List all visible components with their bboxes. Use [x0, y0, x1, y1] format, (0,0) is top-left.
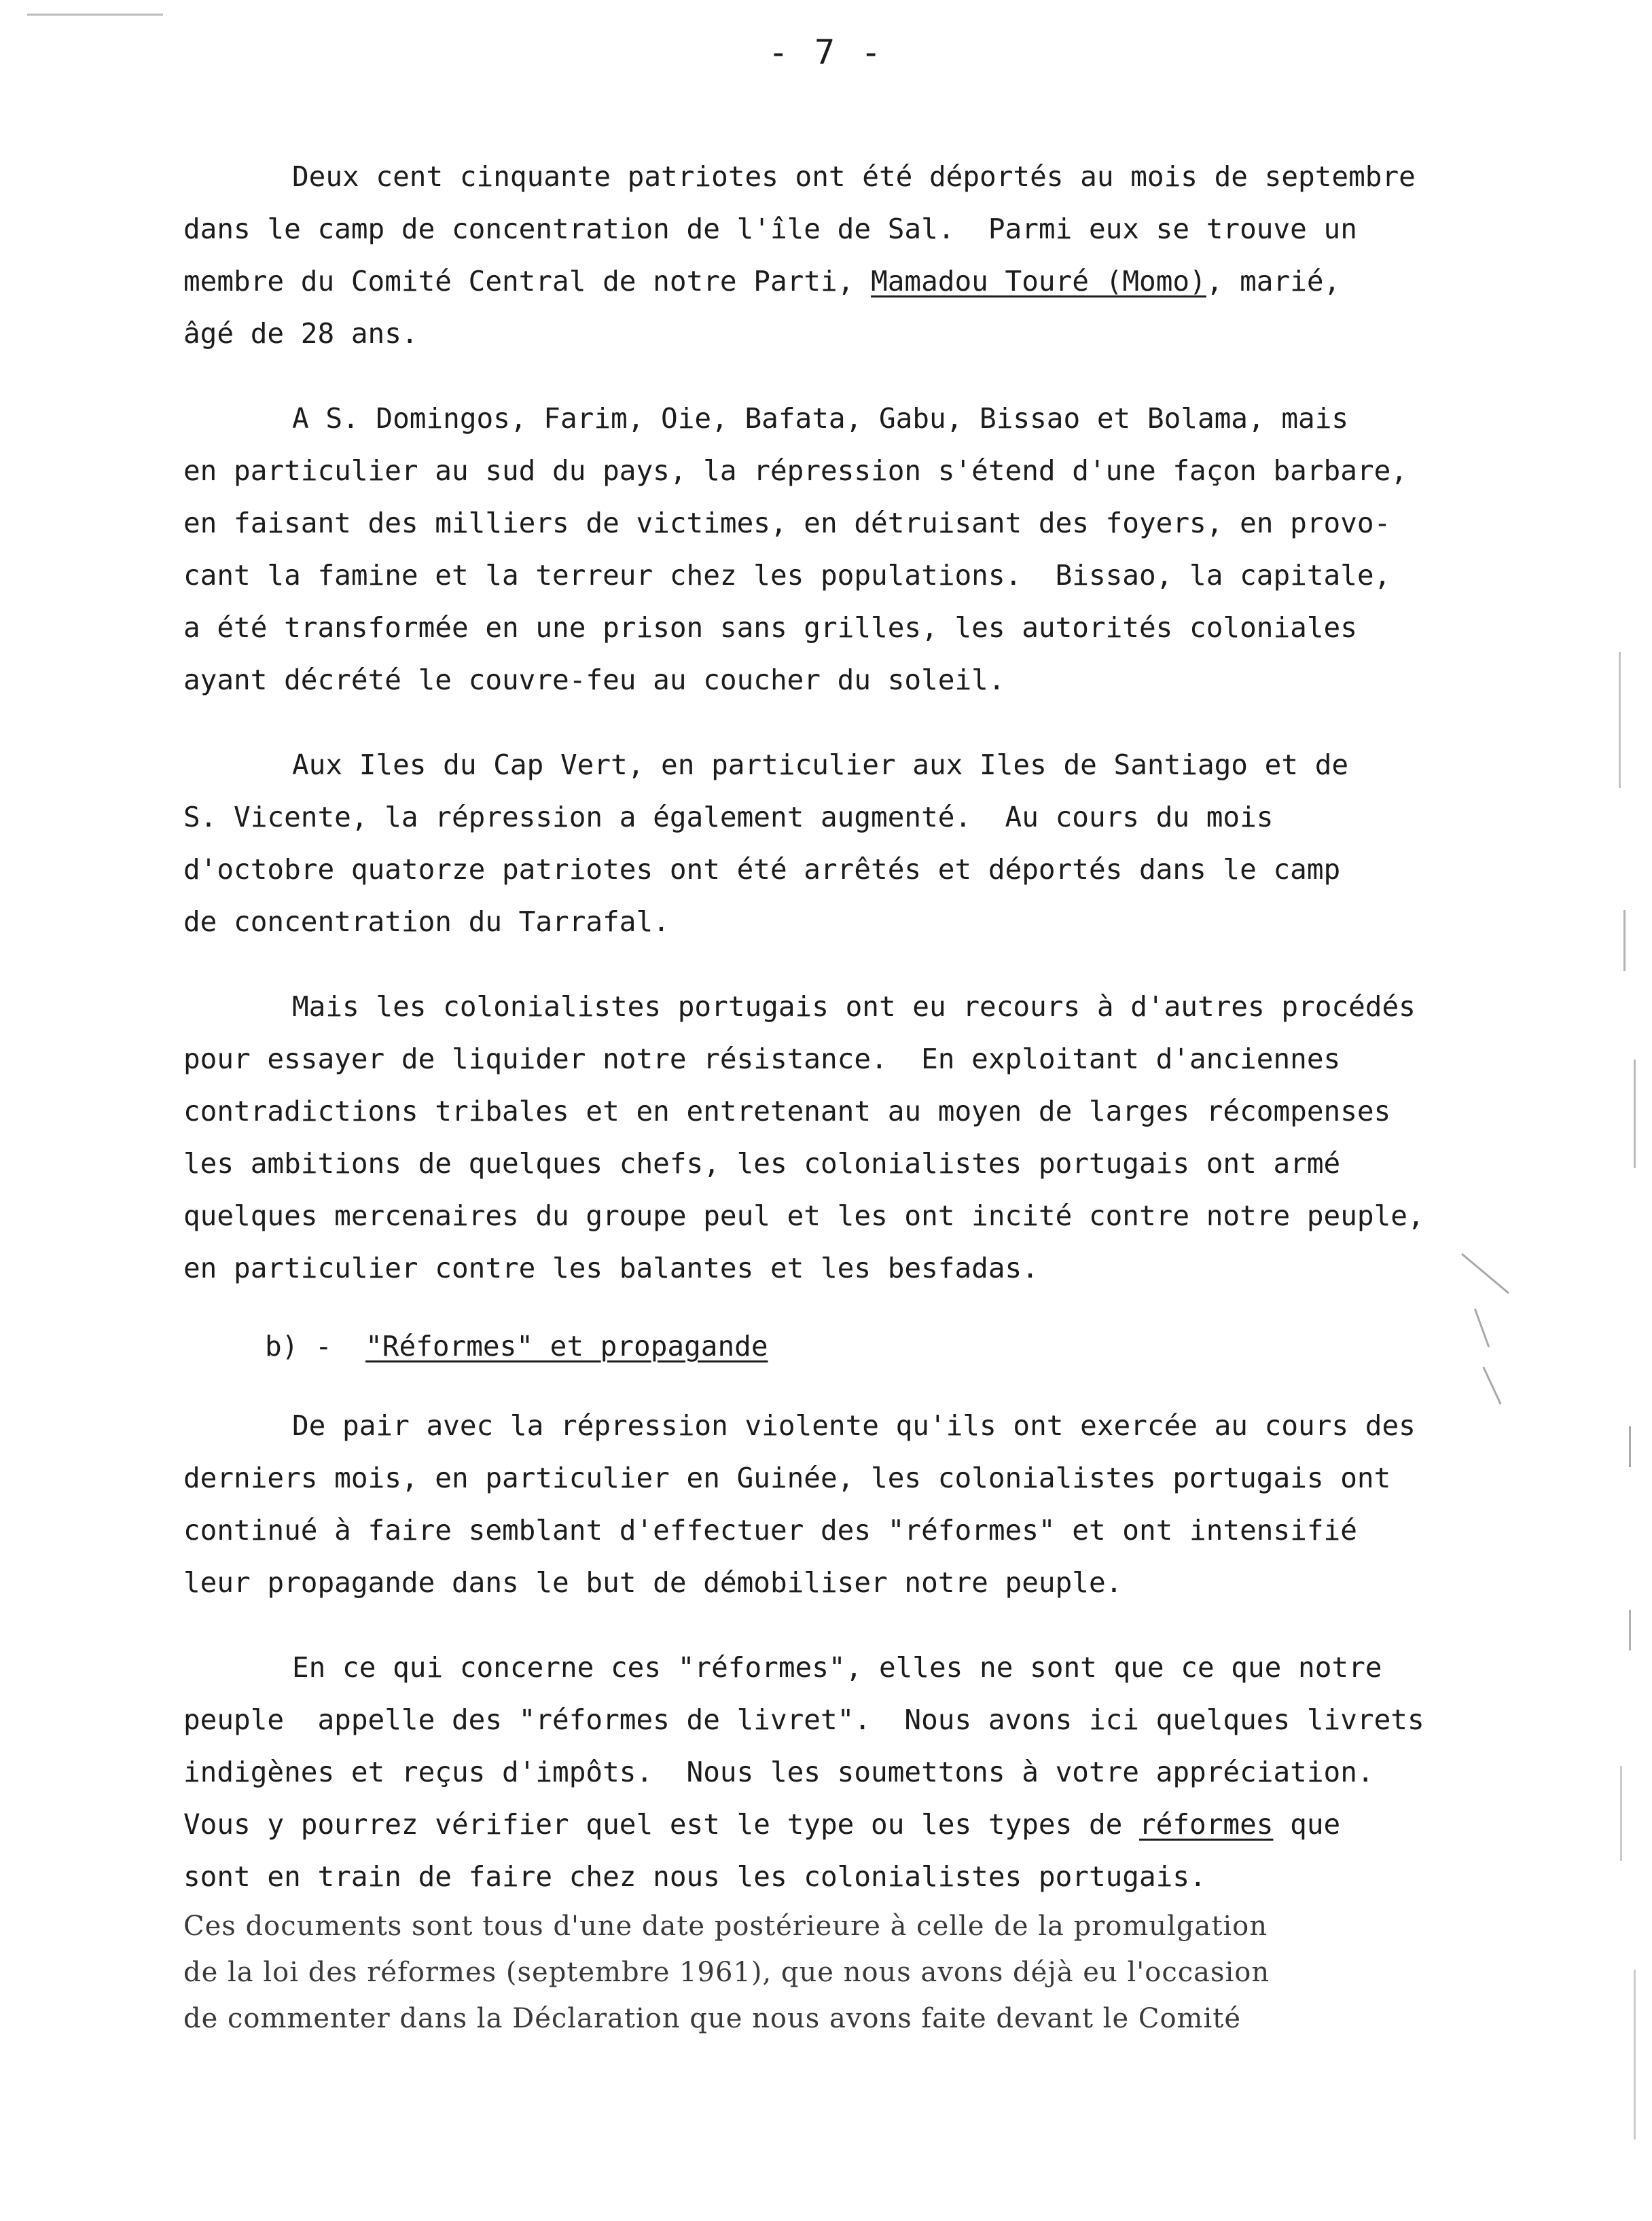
text-line: leur propagande dans le but de démobiliser notre peuple. — [183, 1566, 1123, 1599]
text-line: derniers mois, en particulier en Guinée, les colonialistes portugais ont — [183, 1462, 1391, 1494]
paragraph-2 — [183, 393, 1474, 706]
scan-artifact — [1619, 652, 1621, 788]
text-line: A S. Domingos, Farim, Oie, Bafata, Gabu, Bissao et Bolama, mais — [292, 402, 1349, 435]
scan-artifact — [27, 14, 163, 16]
text-line: dans le camp de concentration de l'île de Sal. Parmi eux se trouve un — [183, 213, 1357, 245]
text-line: a été transformée en une prison sans grilles, les autorités coloniales — [183, 611, 1357, 644]
faint-text-line: Ces documents sont tous d'une date postérieure à celle de la promulgation — [183, 1911, 1268, 1942]
faint-text-line: de la loi des réformes (septembre 1961), que nous avons déjà eu l'occasion — [183, 1957, 1270, 1988]
scan-artifact — [1634, 1060, 1636, 1168]
text-line: indigènes et reçus d'impôts. Nous les soumettons à votre appréciation. — [183, 1756, 1374, 1788]
paragraph-3 — [183, 739, 1474, 948]
scan-artifact — [1474, 1308, 1490, 1347]
text-line: quelques mercenaires du groupe peul et les ont incité contre notre peuple, — [183, 1199, 1424, 1232]
text-line: En ce qui concerne ces "réformes", elles ne sont que ce que notre — [292, 1651, 1382, 1684]
paragraph-1 — [183, 151, 1474, 360]
scan-artifact — [1482, 1367, 1501, 1405]
text-line: Mais les colonialistes portugais ont eu recours à d'autres procédés — [292, 990, 1416, 1023]
text-line: peuple appelle des "réformes de livret". Nous avons ici quelques livrets — [183, 1703, 1424, 1736]
heading-prefix: b) - — [265, 1330, 366, 1362]
section-heading — [183, 1320, 1474, 1373]
text-segment: Vous y pourrez vérifier quel est le type ou les types de — [183, 1808, 1139, 1841]
paragraph-5 — [183, 1400, 1474, 1609]
text-line: en particulier contre les balantes et les besfadas. — [183, 1252, 1039, 1284]
heading-title: "Réformes" et propagande — [365, 1330, 768, 1362]
text-line: en particulier au sud du pays, la répression s'étend d'une façon barbare, — [183, 454, 1407, 487]
text-line: âgé de 28 ans. — [183, 317, 418, 350]
text-line: Deux cent cinquante patriotes ont été déportés au mois de septembre — [292, 160, 1416, 193]
text-line: S. Vicente, la répression a également augmenté. Au cours du mois — [183, 801, 1274, 833]
text-segment: membre du Comité Central de notre Parti, — [183, 265, 872, 297]
scan-artifact — [1629, 1426, 1631, 1467]
page-number: - 7 - — [768, 33, 884, 72]
scan-artifact — [1629, 1610, 1631, 1650]
underlined-name: Mamadou Touré (Momo) — [871, 265, 1206, 297]
text-line: Aux Iles du Cap Vert, en particulier aux Iles de Santiago et de — [292, 748, 1349, 781]
text-line — [183, 1799, 1474, 1851]
text-line: De pair avec la répression violente qu'ils ont exercée au cours des — [292, 1409, 1416, 1442]
text-line: contradictions tribales et en entretenant au moyen de larges récompenses — [183, 1095, 1391, 1127]
faint-paragraph — [183, 1903, 1474, 2042]
text-segment: , marié, — [1206, 265, 1341, 297]
text-line: de concentration du Tarrafal. — [183, 905, 670, 938]
text-line: les ambitions de quelques chefs, les colonialistes portugais ont armé — [183, 1147, 1341, 1180]
text-line: pour essayer de liquider notre résistance. En exploitant d'anciennes — [183, 1043, 1341, 1075]
text-line: sont en train de faire chez nous les colonialistes portugais. — [183, 1860, 1206, 1893]
scan-artifact — [1620, 1766, 1622, 1861]
text-line: cant la famine et la terreur chez les populations. Bissao, la capitale, — [183, 559, 1391, 592]
text-line: en faisant des milliers de victimes, en détruisant des foyers, en provo- — [183, 507, 1391, 539]
text-line — [183, 255, 1474, 308]
body-text — [183, 151, 1474, 2074]
text-line: ayant décrété le couvre-feu au coucher du soleil. — [183, 664, 1005, 696]
paragraph-6 — [183, 1642, 1474, 1903]
text-line: d'octobre quatorze patriotes ont été arrêtés et déportés dans le camp — [183, 853, 1341, 886]
text-line: continué à faire semblant d'effectuer des "réformes" et ont intensifié — [183, 1514, 1357, 1547]
underlined-word: réformes — [1139, 1808, 1274, 1841]
faint-text-line: de commenter dans la Déclaration que nous avons faite devant le Comité — [183, 2003, 1241, 2034]
text-segment: que — [1273, 1808, 1341, 1841]
scan-artifact — [1634, 1970, 1636, 2139]
paragraph-4 — [183, 981, 1474, 1295]
scan-artifact — [1623, 910, 1626, 971]
